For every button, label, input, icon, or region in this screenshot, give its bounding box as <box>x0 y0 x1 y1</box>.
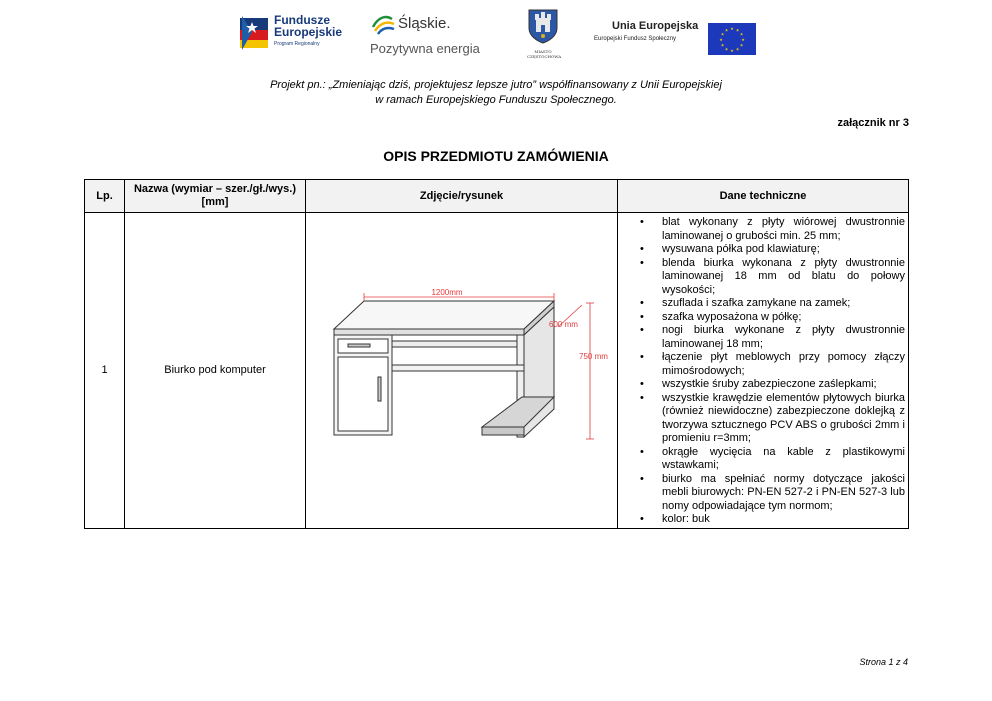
tech-item: • wszystkie śruby zabezpieczone zaślepkami; <box>618 378 905 392</box>
header-lp: Lp. <box>85 180 125 213</box>
tech-item: • biurko ma spełniać normy dotyczące jakości mebli biurowych: PN-EN 527-2 i PN-EN 527-3 lub nomy odpowiadające tym normom; <box>618 473 905 514</box>
header-name: Nazwa (wymiar – szer./gł./wys.) [mm] <box>125 180 306 213</box>
ue-subtitle: Europejski Fundusz Społeczny <box>594 36 677 42</box>
eu-flag-icon <box>708 23 756 55</box>
coat-caption-2: CZĘSTOCHOWA <box>527 54 562 59</box>
page-number: Strona 1 z 4 <box>859 657 908 667</box>
slaskie-name: Śląskie. <box>398 15 451 32</box>
desk-drawing <box>312 289 612 449</box>
dim-height-label: 750 mm <box>578 351 608 361</box>
tech-item: • blenda biurka wykonana z płyty dwustronnie laminowanej 18 mm od blatu do połowy wysokości; <box>618 257 905 298</box>
row-image <box>306 213 618 529</box>
header-tech: Dane techniczne <box>618 180 909 213</box>
tech-item: • nogi biurka wykonane z płyty dwustronnie laminowanej 18 mm; <box>618 324 905 351</box>
row-name: Biurko pod komputer <box>125 213 306 529</box>
fe-flag-icon <box>238 12 270 52</box>
row-tech <box>618 213 909 529</box>
slaskie-tagline: Pozytywna energia <box>370 41 480 56</box>
svg-text:★: ★ <box>741 37 745 42</box>
svg-text:★: ★ <box>735 27 740 33</box>
tech-item: • kolor: buk <box>618 513 905 527</box>
svg-text:★: ★ <box>739 42 744 48</box>
fe-line1: Fundusze <box>274 13 330 27</box>
table-header-row <box>85 180 909 213</box>
dim-width-label: 1200mm <box>430 288 463 297</box>
svg-text:★: ★ <box>719 37 723 42</box>
tech-item: • okrągłe wycięcia na kable z plastikowymi wstawkami; <box>618 446 905 473</box>
svg-text:★: ★ <box>739 31 744 37</box>
coat-caption-1: MIASTO <box>534 49 552 54</box>
slaskie-swirl-icon <box>370 11 396 35</box>
project-line-1: Projekt pn.: „Zmieniając dziś, projektujesz lepsze jutro” współfinansowany z Unii Europejskiej <box>270 79 722 91</box>
specification-table <box>84 179 909 529</box>
table-row <box>85 213 909 529</box>
attachment-number: załącznik nr 3 <box>837 117 909 129</box>
row-lp: 1 <box>85 213 125 529</box>
czestochowa-coat-of-arms <box>527 8 562 59</box>
tech-item: • blat wykonany z płyty wiórowej dwustronnie laminowanej o grubości min. 25 mm; <box>618 216 905 243</box>
dim-depth-label: 600 mm <box>548 319 578 329</box>
tech-item: • szafka wyposażona w półkę; <box>618 311 905 325</box>
header-image: Zdjęcie/rysunek <box>306 180 618 213</box>
svg-text:★: ★ <box>730 26 734 31</box>
ue-title: Unia Europejska <box>612 20 699 32</box>
fe-line2: Europejskie <box>274 25 343 39</box>
tech-list <box>618 216 905 527</box>
project-description <box>0 78 992 108</box>
svg-text:★: ★ <box>720 42 725 48</box>
header-logos <box>0 8 992 60</box>
project-line-2: w ramach Europejskiego Funduszu Społecznego. <box>375 94 617 106</box>
svg-text:★: ★ <box>720 31 725 37</box>
tech-item: • łączenie płyt meblowych przy pomocy złączy mimośrodowych; <box>618 351 905 378</box>
tech-item: • wszystkie krawędzie elementów płytowych biurka (również niewidoczne) zabezpieczone doklejką z tworzywa sztucznego PCV ABS o grubości 2mm i promieniu r=3mm; <box>618 392 905 446</box>
svg-text:★: ★ <box>730 48 734 53</box>
svg-text:★: ★ <box>724 27 729 33</box>
coat-of-arms-icon <box>527 8 559 44</box>
tech-item: • wysuwana półka pod klawiaturę; <box>618 243 905 257</box>
svg-text:★: ★ <box>735 46 740 52</box>
document-title: OPIS PRZEDMIOTU ZAMÓWIENIA <box>383 148 609 164</box>
fe-line3: Program Regionalny <box>274 41 320 47</box>
fundusze-europejskie-logo <box>238 12 342 52</box>
tech-item: • szuflada i szafka zamykane na zamek; <box>618 297 905 311</box>
svg-text:★: ★ <box>724 46 729 52</box>
